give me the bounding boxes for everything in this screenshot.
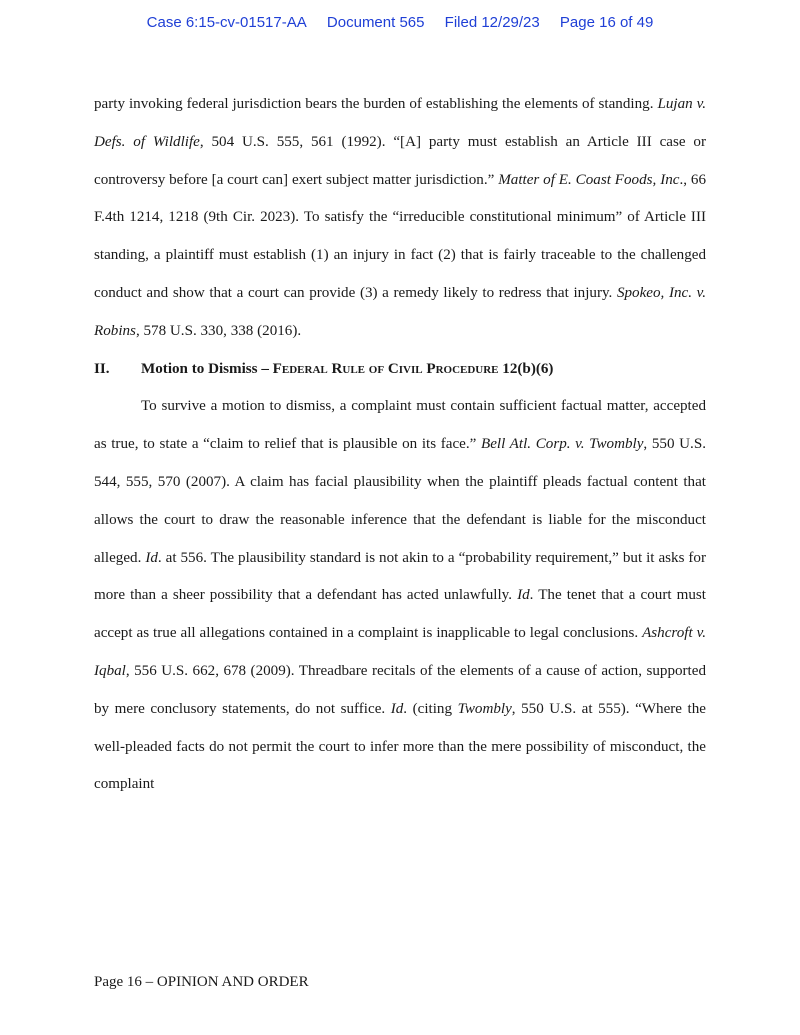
case-citation: Ashcroft v. Iqbal	[94, 625, 706, 679]
paragraph-standing	[94, 86, 706, 351]
text-run: . The tenet that a court must accept as true all allegations contained in a complaint is inapplicable to legal conclusions.	[94, 587, 706, 642]
opinion-body	[94, 86, 706, 804]
text-run: , 550 U.S. at 555). “Where the well-pleaded facts do not permit the court to infer more than the mere possibility of misconduct, the complaint	[94, 700, 706, 793]
filed-date: Filed 12/29/23	[444, 14, 540, 31]
section-heading	[94, 351, 706, 389]
text-run: party invoking federal jurisdiction bears the burden of establishing the elements of standing.	[94, 96, 658, 112]
page-footer: Page 16 – OPINION AND ORDER	[94, 974, 309, 990]
text-run: ., 66 F.4th 1214, 1218 (9th Cir. 2023). To satisfy the “irreducible constitutional minimum” of Article III standing, a plaintiff must establish (1) an injury in fact (2) that is fairly traceable to the challenged conduct and show that a court can provide (3) a remedy likely to redress that injury.	[94, 171, 706, 301]
section-rule: Federal Rule of Civil Procedure	[272, 360, 499, 377]
section-rule-number: 12(b)(6)	[498, 360, 554, 377]
case-citation: Bell Atl. Corp. v. Twombly	[481, 436, 644, 453]
text-run: , 556 U.S. 662, 678 (2009). Threadbare recitals of the elements of a cause of action, supported by mere conclusory statements, do not suffice.	[94, 662, 706, 717]
ecf-header	[0, 14, 800, 31]
text-run: . at 556. The plausibility standard is not akin to a “probability requirement,” but it asks for more than a sheer possibility that a defendant has acted unlawfully.	[94, 549, 706, 604]
case-citation: Id	[145, 549, 158, 566]
text-run: , 550 U.S. 544, 555, 570 (2007). A claim has facial plausibility when the plaintiff pleads factual content that allows the court to draw the reasonable inference that the defendant is liable for the misconduct alleged.	[94, 436, 706, 566]
page-of-total: Page 16 of 49	[559, 14, 654, 31]
case-number: Case 6:15-cv-01517-AA	[146, 14, 307, 31]
text-run: , 504 U.S. 555, 561 (1992). “[A] party must establish an Article III case or controversy before [a court can] exert subject matter jurisdiction.”	[94, 133, 706, 188]
text-run: . (citing	[403, 700, 458, 717]
document-number: Document 565	[326, 14, 425, 31]
text-run: To survive a motion to dismiss, a complaint must contain sufficient factual matter, accepted as true, to state a “claim to relief that is plausible on its face.”	[94, 398, 706, 453]
case-citation: Id	[517, 587, 530, 604]
case-citation: Matter of E. Coast Foods, Inc	[498, 171, 680, 188]
text-run: , 578 U.S. 330, 338 (2016).	[135, 322, 302, 339]
case-citation: Lujan v. Defs. of Wildlife	[94, 96, 707, 150]
section-number: II.	[94, 360, 110, 377]
case-citation: Twombly	[457, 700, 512, 717]
case-citation: Spokeo, Inc. v. Robins	[94, 284, 706, 339]
section-title: Motion to Dismiss –	[141, 360, 273, 377]
paragraph-motion-to-dismiss	[94, 388, 706, 804]
case-citation: Id	[390, 700, 404, 717]
